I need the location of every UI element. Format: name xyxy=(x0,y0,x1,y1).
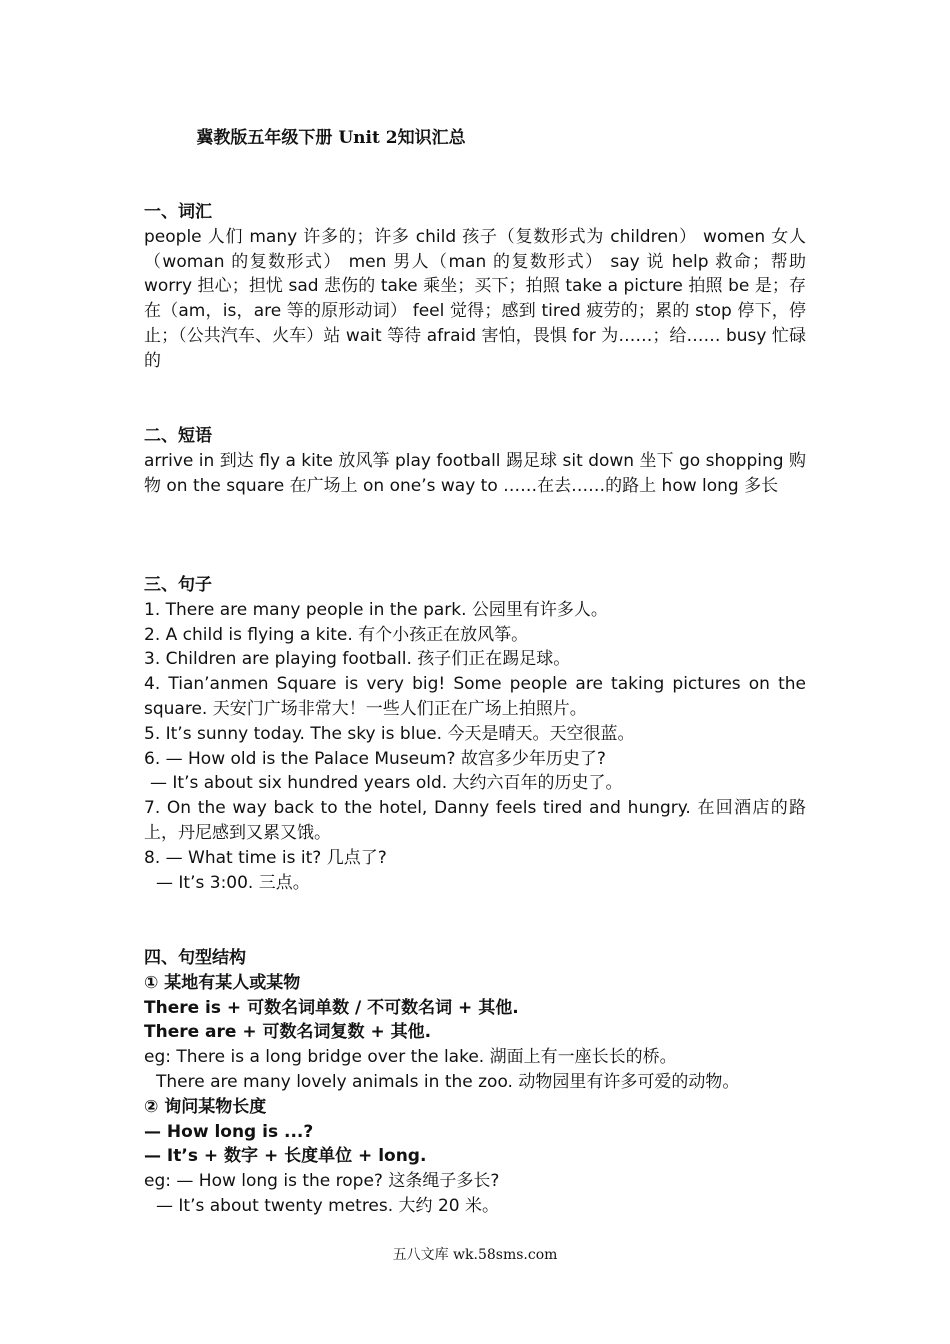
phrases-section xyxy=(144,424,806,498)
pattern-2-title: ② 询问某物长度 xyxy=(144,1096,267,1117)
pattern-2-rule-1: — How long is ...? xyxy=(144,1121,314,1142)
sentence-4: 4. Tian’anmen Square is very big! Some people are taking pictures on the square. 天安门广场非常大！一些人们正在广场上拍照片。 xyxy=(144,674,806,719)
vocabulary-heading: 一、词汇 xyxy=(144,202,212,222)
phrases-heading: 二、短语 xyxy=(144,426,212,446)
sentence-8-question: 8. — What time is it? 几点了? xyxy=(144,847,387,868)
sentences-section xyxy=(144,573,806,895)
structures-heading: 四、句型结构 xyxy=(144,948,246,968)
structures-section xyxy=(144,946,806,1219)
sentence-8-answer: — It’s 3:00. 三点。 xyxy=(156,872,310,893)
sentence-7: 7. On the way back to the hotel, Danny feels tired and hungry. 在回酒店的路上，丹尼感到又累又饿。 xyxy=(144,798,806,843)
sentence-5: 5. It’s sunny today. The sky is blue. 今天是晴天。天空很蓝。 xyxy=(144,723,635,744)
pattern-1-example-2: There are many lovely animals in the zoo. 动物园里有许多可爱的动物。 xyxy=(156,1071,740,1092)
vocabulary-section xyxy=(144,200,806,374)
sentence-6-answer: — It’s about six hundred years old. 大约六百年的历史了。 xyxy=(150,773,623,794)
sentence-3: 3. Children are playing football. 孩子们正在踢足球。 xyxy=(144,649,571,670)
pattern-2-example-1: eg: — How long is the rope? 这条绳子多长? xyxy=(144,1171,500,1192)
document-title: 冀教版五年级下册 Unit 2知识汇总 xyxy=(196,128,466,148)
pattern-1-title: ① 某地有某人或某物 xyxy=(144,972,301,993)
pattern-1-rule-1: There is + 可数名词单数 / 不可数名词 + 其他. xyxy=(144,997,519,1018)
footer-watermark: 五八文库 wk.58sms.com xyxy=(392,1247,558,1263)
pattern-1-rule-2: There are + 可数名词复数 + 其他. xyxy=(144,1022,432,1043)
pattern-1-example-1: eg: There is a long bridge over the lake. 湖面上有一座长长的桥。 xyxy=(144,1047,677,1068)
sentence-1: 1. There are many people in the park. 公园里有许多人。 xyxy=(144,599,608,620)
sentence-6-question: 6. — How old is the Palace Museum? 故宫多少年历史了? xyxy=(144,748,606,769)
pattern-2-example-2: — It’s about twenty metres. 大约 20 米。 xyxy=(156,1195,499,1216)
pattern-2-rule-2: — It’s + 数字 + 长度单位 + long. xyxy=(144,1146,427,1167)
vocabulary-text: people 人们 many 许多的；许多 child 孩子（复数形式为 children） women 女人（woman 的复数形式） men 男人（man 的复数形式） say 说 help 救命；帮助 worry 担心；担忧 sad 悲伤的 take 乘坐；买下；拍照 take a picture 拍照 be 是；存在（am，is，are 等的原形动词） feel 觉得；感到 tired 疲劳的；累的 stop 停下，停止；（公共汽车、火车）站 wait 等待 afraid 害怕，畏惧 for 为……；给…… busy 忙碌的 xyxy=(144,226,806,371)
sentences-heading: 三、句子 xyxy=(144,575,212,595)
sentence-2: 2. A child is flying a kite. 有个小孩正在放风筝。 xyxy=(144,624,529,645)
phrases-text: arrive in 到达 fly a kite 放风筝 play football 踢足球 sit down 坐下 go shopping 购物 on the square 在广场上 on one’s way to ……在去……的路上 how long 多长 xyxy=(144,450,806,496)
